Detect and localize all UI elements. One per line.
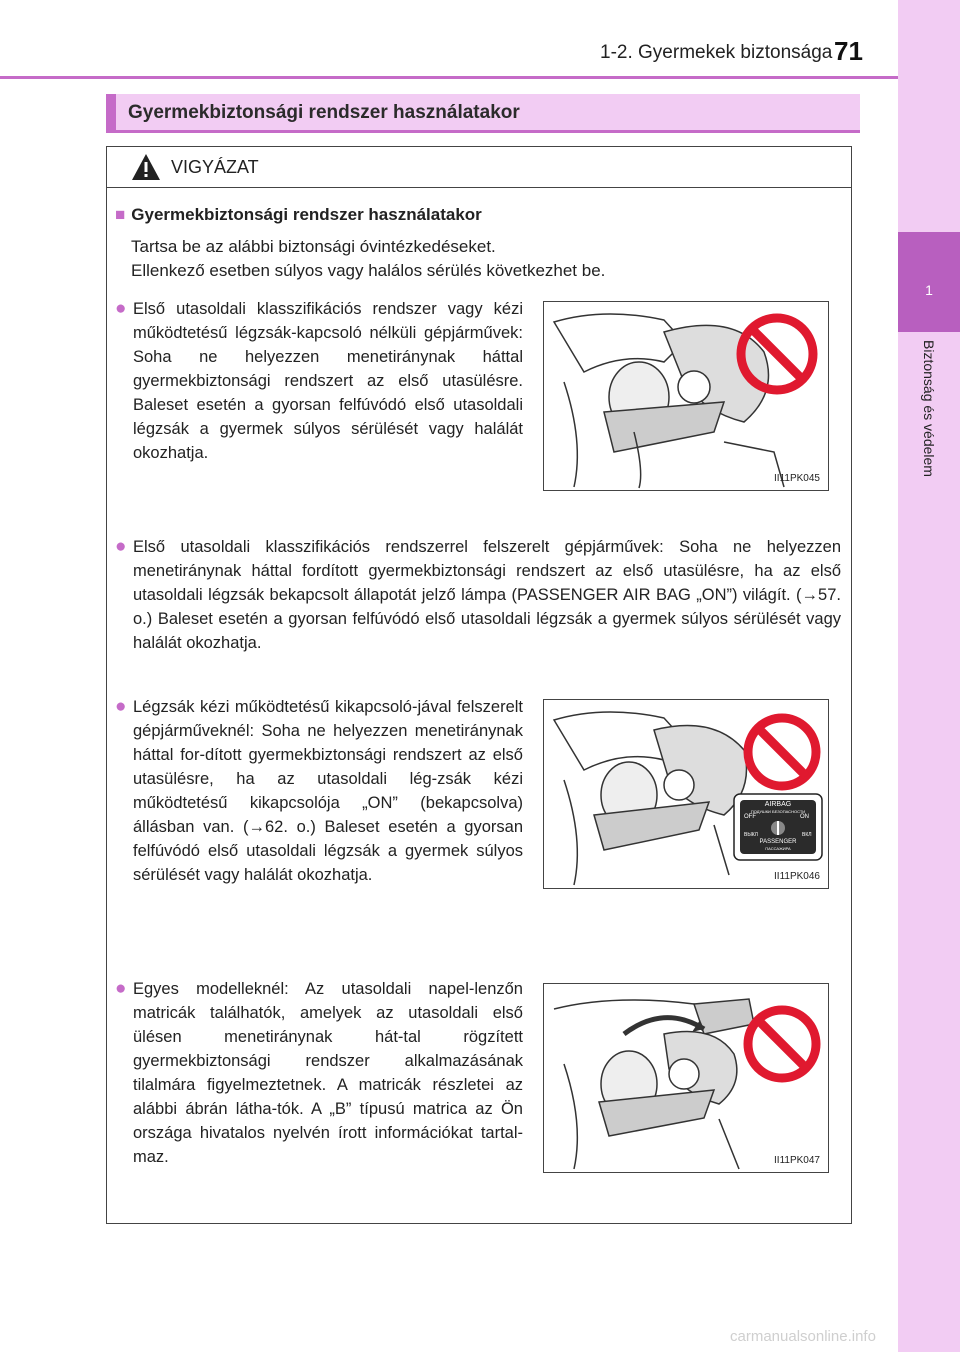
bullet-text: Egyes modelleknél: Az utasoldali napel-lenzőn matricák találhatók, amelyek az utasoldali első ülésen menetiránynak hát-tal rögzített gyermekbiztonsági rendszer alkalmazásának tilalmára figyelmeztetnek. A matricák részletei az alábbi ábrán látha-tók. A „B” típusú matrica az Ön országa hivatalos nyelvén írott információkat tartal-maz. — [133, 980, 523, 1166]
section-heading-text: Gyermekbiztonsági rendszer használatakor — [128, 102, 520, 123]
bullet-item — [115, 695, 523, 887]
side-tab — [898, 0, 960, 1352]
circle-bullet-icon: ● — [115, 696, 127, 717]
caution-subheading-text: Gyermekbiztonsági rendszer használatakor — [131, 205, 482, 224]
switch-on-label: ON — [800, 814, 809, 820]
circle-bullet-icon: ● — [115, 298, 127, 319]
bullet-item — [115, 535, 841, 655]
bullet-item — [115, 297, 523, 465]
switch-on-ru-label: ВКЛ — [802, 832, 812, 838]
bullet-text: Légzsák kézi működtetésű kikapcsoló-jával felszerelt gépjárműveknél: Soha ne helyezzen menetiránynak háttal for-dított gyermekbiztonsági rendszert az első utasülésre, ha az utasoldali lég-zsák kézi működtetésű kikapcsolója „ON” (bekapcsolva) állásban van. (→62. o.) Baleset esetén a gyorsan felfúvódó első utasoldali légzsák a gyermek súlyos sérülését vagy halálát okozhatja. — [133, 698, 523, 884]
circle-bullet-icon: ● — [115, 978, 127, 999]
caution-subheading — [115, 205, 482, 225]
switch-passenger-ru-label: ПАССАЖИРА — [765, 846, 791, 851]
header-divider — [0, 76, 898, 79]
intro-line: Tartsa be az alábbi biztonsági óvintézkedéseket. — [131, 237, 496, 256]
switch-subtitle: ПОДУШКИ БЕЗОПАСНОСТИ — [750, 809, 806, 814]
figure-label: II11PK047 — [774, 1155, 820, 1166]
switch-title: AIRBAG — [764, 801, 792, 808]
side-tab-text: Biztonság és védelem — [921, 340, 937, 477]
bullet-text: Első utasoldali klasszifikációs rendszerrel felszerelt gépjárművek: Soha ne helyezzen menetiránynak háttal fordított gyermekbiztonsági rendszert az első utasülésre, ha az első utasoldali légzsák bekapcsolt állapotát jelző lámpa (PASSENGER AIR BAG „ON”) világít. (→57. o.) Baleset esetén a gyorsan felfúvódó első utasoldali légzsák a gyermek súlyos sérülését vagy halálát okozhatja. — [133, 538, 841, 652]
bullet-text: Első utasoldali klasszifikációs rendszer vagy kézi működtetésű légzsák-kapcsoló nélküli gépjárművek: Soha ne helyezzen menetiránynak háttal gyermekbiztonsági rendszert az első utasülésre. Baleset esetén a gyorsan felfúvódó első utasoldali légzsák a gyermek súlyos sérülését vagy halálát okozhatja. — [133, 300, 523, 462]
warning-icon — [131, 153, 161, 181]
airbag-illustration — [544, 302, 828, 490]
page-number: 71 — [834, 36, 863, 66]
side-tab-number: 1 — [925, 282, 933, 298]
header-section-title: 1-2. Gyermekek biztonsága — [600, 42, 833, 63]
caution-label: VIGYÁZAT — [171, 157, 259, 177]
figure-label: II11PK045 — [774, 473, 820, 484]
figure-airbag-rear-facing-seat — [543, 301, 829, 491]
circle-bullet-icon: ● — [115, 536, 127, 557]
caution-intro — [131, 235, 605, 283]
intro-line: Ellenkező esetben súlyos vagy halálos sérülés következhet be. — [131, 261, 606, 280]
figure-airbag-switch-on — [543, 699, 829, 889]
square-bullet-icon: ■ — [115, 205, 126, 224]
sun-visor-illustration — [544, 984, 828, 1172]
section-heading — [106, 94, 860, 133]
caution-header — [107, 147, 851, 188]
bullet-item — [115, 977, 523, 1169]
switch-labels — [740, 801, 816, 814]
caution-box — [106, 146, 852, 1224]
figure-sun-visor-stickers — [543, 983, 829, 1173]
switch-off-label: OFF — [744, 814, 756, 820]
switch-passenger — [740, 839, 816, 851]
switch-passenger-label: PASSENGER — [759, 839, 797, 845]
airbag-switch-illustration — [544, 700, 828, 888]
switch-off-ru-label: ВЫКЛ — [744, 832, 758, 838]
figure-label: II11PK046 — [774, 871, 820, 882]
watermark: carmanualsonline.info — [730, 1328, 876, 1345]
